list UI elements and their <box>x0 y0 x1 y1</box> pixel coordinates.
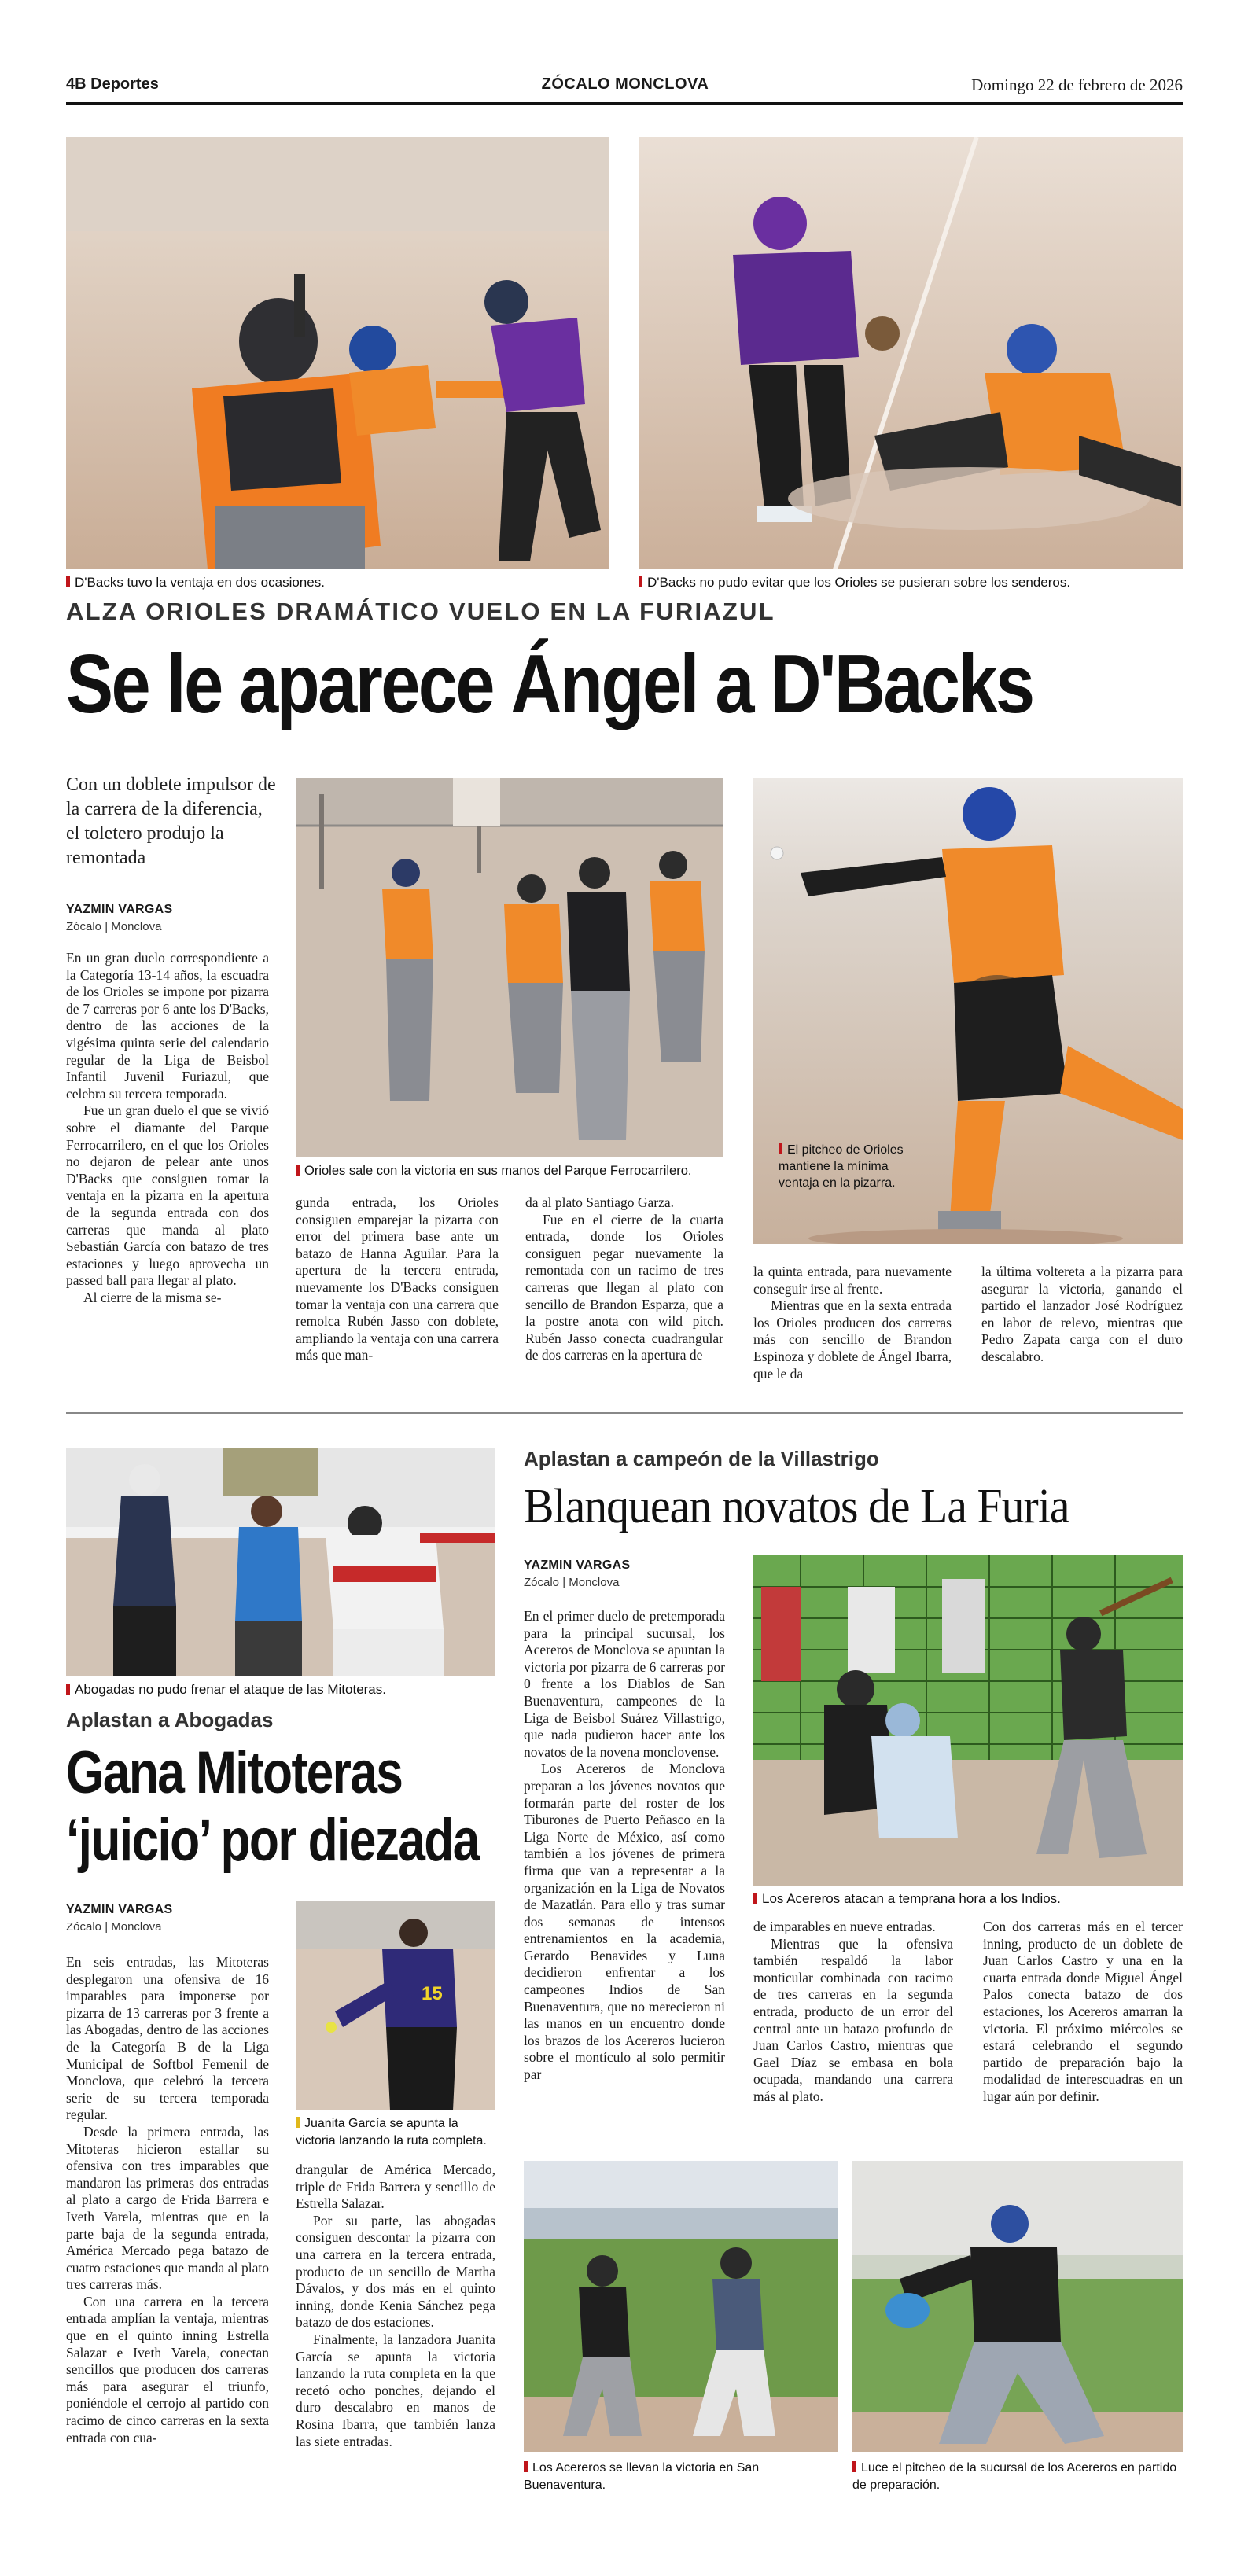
byline-source: Zócalo | Monclova <box>524 1576 620 1589</box>
photo-orioles-team <box>296 778 723 1157</box>
article-paragraph: de imparables en nueve entradas. <box>753 1919 936 1934</box>
article-column-2 <box>753 1919 953 2106</box>
article-column-4 <box>753 1264 952 1382</box>
photo-softball-play <box>66 1448 495 1676</box>
article-paragraph: Con dos carreras más en el tercer inning, producto de un doblete de Juan Carlos Castro y una en la cuarta entrada donde Miguel Ángel Palos conecta batazo de dos estaciones, los Acereros amarran la victoria. El próximo miércoles se estará celebrando el segundo partido de preparación bajo la modalidad de interescuadras en un lugar aún por definir. <box>983 1919 1183 2104</box>
photo-acereros-batter <box>753 1555 1183 1886</box>
story-kicker: Aplastan a campeón de la Villastrigo <box>524 1447 879 1470</box>
photo-caption: El pitcheo de Orioles mantiene la mínima ventaja en la pizarra. <box>779 1143 904 1190</box>
photo-acereros-pitcher <box>852 2161 1183 2452</box>
article-column-3 <box>525 1194 723 1364</box>
article-paragraph: Por su parte, las abogadas consiguen descontar la pizarra con una carrera en la tercera entrada, producto de un sencillo de Martha Dávalos, y dos más en el quinto inning, donde Kenia Sánchez pega batazo de dos estaciones. <box>296 2212 495 2331</box>
article-paragraph: Fue un gran duelo el que se vivió sobre el diamante del Parque Ferrocarrilero, en el que los Orioles no dejaron de pelear ante unos D'Backs que consiguen tomar la ventaja en la pizarra en la apertura de la segunda entrada con dos carreras que manda al plato Sebastián García con batazo de tres estaciones y luego aprovecha un passed ball para llegar al plato. <box>66 1102 269 1289</box>
photo-caption: D'Backs tuvo la ventaja en dos ocasiones. <box>75 575 325 590</box>
article-paragraph: la última voltereta a la pizarra para asegurar la victoria, ganando el partido el lanzador José Rodríguez en labor de relevo, mientras que Pedro Zapata carga con el duro descalabro. <box>981 1264 1183 1364</box>
photo-softball-pitcher <box>296 1901 495 2110</box>
article-paragraph: En un gran duelo correspondiente a la Categoría 13-14 años, la escuadra de los Orioles se impone por pizarra de 7 carreras por 6 ante los D'Backs, dentro de las acciones de la vigésima quinta serie del calendario regular de la Liga de Beisbol Infantil Juvenil Furiazul, que celebra su tercera temporada. <box>66 950 269 1102</box>
caption-marker <box>296 2117 300 2128</box>
photo-caption: D'Backs no pudo evitar que los Orioles se pusieran sobre los senderos. <box>647 575 1071 590</box>
svg-text:15: 15 <box>422 1983 443 2004</box>
article-column-1 <box>524 1608 725 2084</box>
article-column-1 <box>66 1954 269 2446</box>
caption-marker <box>852 2461 856 2472</box>
story-kicker: ALZA ORIOLES DRAMÁTICO VUELO EN LA FURIAZUL <box>66 598 775 625</box>
byline-author: YAZMIN VARGAS <box>66 903 173 916</box>
photo-caption: Los Acereros atacan a temprana hora a los Indios. <box>762 1891 1061 1906</box>
article-paragraph: Con una carrera en la tercera entrada amplían la ventaja, mientras que en el quinto inning Estrella Salazar e Iveth Varela, conectan sencillos que producen dos carreras más para asegurar el triunfo, poniéndole el cerrojo al partido con racimo de cinco carreras en la sexta entrada con cua- <box>66 2293 269 2445</box>
article-paragraph: Desde la primera entrada, las Mitoteras hicieron estallar su ofensiva con tres imparables que mandaron las primeras dos entradas al plato a cargo de Frida Barrera e Iveth Varela, mientras que en la parte baja de la segunda entrada, América Mercado pega batazo de cuatro estaciones que manda al plato tres carreras más. <box>66 2123 269 2293</box>
article-paragraph: Finalmente, la lanzadora Juanita García se apunta la victoria lanzando la ruta completa en la que recetó ocho ponches, dejando el duro descalabro en manos de Rosina Ibarra, que también lanza las siete entradas. <box>296 2331 495 2449</box>
section-divider <box>66 1412 1183 1414</box>
photo-caption: Luce el pitcheo de la sucursal de los Acereros en partido de preparación. <box>852 2461 1177 2492</box>
caption-marker <box>296 1165 300 1176</box>
photo-caption: Abogadas no pudo frenar el ataque de las Mitoteras. <box>75 1682 386 1697</box>
article-paragraph: En el primer duelo de pretemporada para la principal sucursal, los Acereros de Monclova se apuntan la victoria por pizarra de 6 carreras por 0 frente a los Diablos de San Buenaventura, campeones de la Liga de Beisbol Suárez Villastrigo, que nada pudieron hacer ante los novatos de la novena monclovense. <box>524 1608 725 1760</box>
caption-marker <box>779 1143 782 1154</box>
article-paragraph: gunda entrada, los Orioles consiguen emparejar la pizarra con error del primera base ante un batazo de Hanna Aguilar. Para la apertura de la tercera entrada, nuevamente los D'Backs consiguen tomar la ventaja con una carrera que remolca Rubén Jasso con doblete, ampliando la ventaja con una carrera más que man- <box>296 1194 499 1363</box>
article-paragraph: Los Acereros de Monclova preparan a los jóvenes novatos que formarán parte del roster de los Tiburones de Puerto Peñasco en la Liga Norte de México, así como también a los jóvenes de primera firma que van a representar a la organización en la Liga de Novatos de Mazatlán. Para ello y tras sumar dos semanas de intensos entrenamientos en la academia, Gerardo Benavides y Luna decidieron enfrentar a los campeones Indios de San Buenaventura, que no merecieron ni las manos en un encuentro donde los brazos de los Acereros lucieron sobre el montículo al solo permitir par <box>524 1761 725 2083</box>
byline-source: Zócalo | Monclova <box>66 920 162 933</box>
story-headline: Se le aparece Ángel a D'Backs <box>66 638 1033 730</box>
byline <box>66 903 172 933</box>
article-paragraph: Mientras que en la sexta entrada los Orioles producen dos carreras más con sencillo de Brandon Espinoza y doblete de Ángel Ibarra, que le da <box>753 1297 952 1382</box>
article-paragraph: Al cierre de la misma se- <box>83 1289 222 1305</box>
article-column-5 <box>981 1264 1183 1366</box>
byline-author: YAZMIN VARGAS <box>66 1903 173 1916</box>
header-rule <box>66 102 1183 105</box>
caption-marker <box>66 1684 70 1695</box>
article-paragraph: la quinta entrada, para nuevamente conseguir irse al frente. <box>753 1264 952 1297</box>
caption-marker <box>524 2461 528 2472</box>
article-paragraph: da al plato Santiago Garza. <box>525 1194 675 1210</box>
article-column-2 <box>296 2162 495 2450</box>
story-kicker: Aplastan a Abogadas <box>66 1708 274 1731</box>
article-column-3 <box>983 1919 1183 2106</box>
byline <box>66 1903 172 1934</box>
byline-author: YAZMIN VARGAS <box>524 1558 631 1572</box>
byline-source: Zócalo | Monclova <box>66 1920 162 1934</box>
caption-marker <box>753 1893 757 1904</box>
photo-acereros-baserunners <box>524 2161 838 2452</box>
story-headline-line-1: Gana Mitoteras <box>66 1739 403 1806</box>
article-paragraph: En seis entradas, las Mitoteras desplegaron una ofensiva de 16 imparables para imponerse por pizarra de 13 carreras por 3 frente a las Abogadas, dentro de las acciones de la Categoría B de la Liga Municipal de Softbol Femenil de Monclova, que celebró la tercera serie de su tercera temporada regular. <box>66 1954 269 2123</box>
newspaper-name: ZÓCALO MONCLOVA <box>541 75 709 93</box>
photo-caption: Los Acereros se llevan la victoria en San Buenaventura. <box>524 2461 760 2492</box>
caption-marker <box>66 576 70 587</box>
article-paragraph: Mientras que la ofensiva también respaldó la labor monticular combinada con racimo de tres carreras en la segunda entrada, producto de un error del central ante un batazo profundo de Juan Carlos Castro, mientras que Gael Díaz se embasa en bola ocupada, mandando una carrera más al plato. <box>753 1935 953 2104</box>
article-column-1 <box>66 950 269 1306</box>
story-summary: Con un doblete impulsor de la carrera de la diferencia, el toletero produjo la remontada <box>66 775 276 868</box>
article-paragraph: drangular de América Mercado, triple de Frida Barrera y sencillo de Estrella Salazar. <box>296 2162 495 2212</box>
photo-caption: Juanita García se apunta la victoria lanzando la ruta completa. <box>296 2117 487 2147</box>
photo-caption: Orioles sale con la victoria en sus manos del Parque Ferrocarrilero. <box>304 1164 692 1178</box>
story-headline-line-2: ‘juicio’ por diezada <box>66 1807 479 1874</box>
story-headline: Blanquean novatos de La Furia <box>524 1480 1069 1533</box>
photo-dbacks-baserunner <box>66 137 609 569</box>
issue-date: Domingo 22 de febrero de 2026 <box>971 75 1183 94</box>
byline <box>524 1558 630 1589</box>
photo-slide-at-base <box>639 137 1183 569</box>
caption-marker <box>639 576 642 587</box>
article-column-2 <box>296 1194 499 1364</box>
section-label: 4B Deportes <box>66 75 159 93</box>
article-paragraph: Fue en el cierre de la cuarta entrada, donde los Orioles consiguen pegar nuevamente la remontada con un racimo de tres carreras que llegan al plato con sencillo de Brandon Esparza, que a la postre anota con wild pitch. Rubén Jasso conecta cuadrangular de dos carreras en la apertura de <box>525 1211 723 1363</box>
